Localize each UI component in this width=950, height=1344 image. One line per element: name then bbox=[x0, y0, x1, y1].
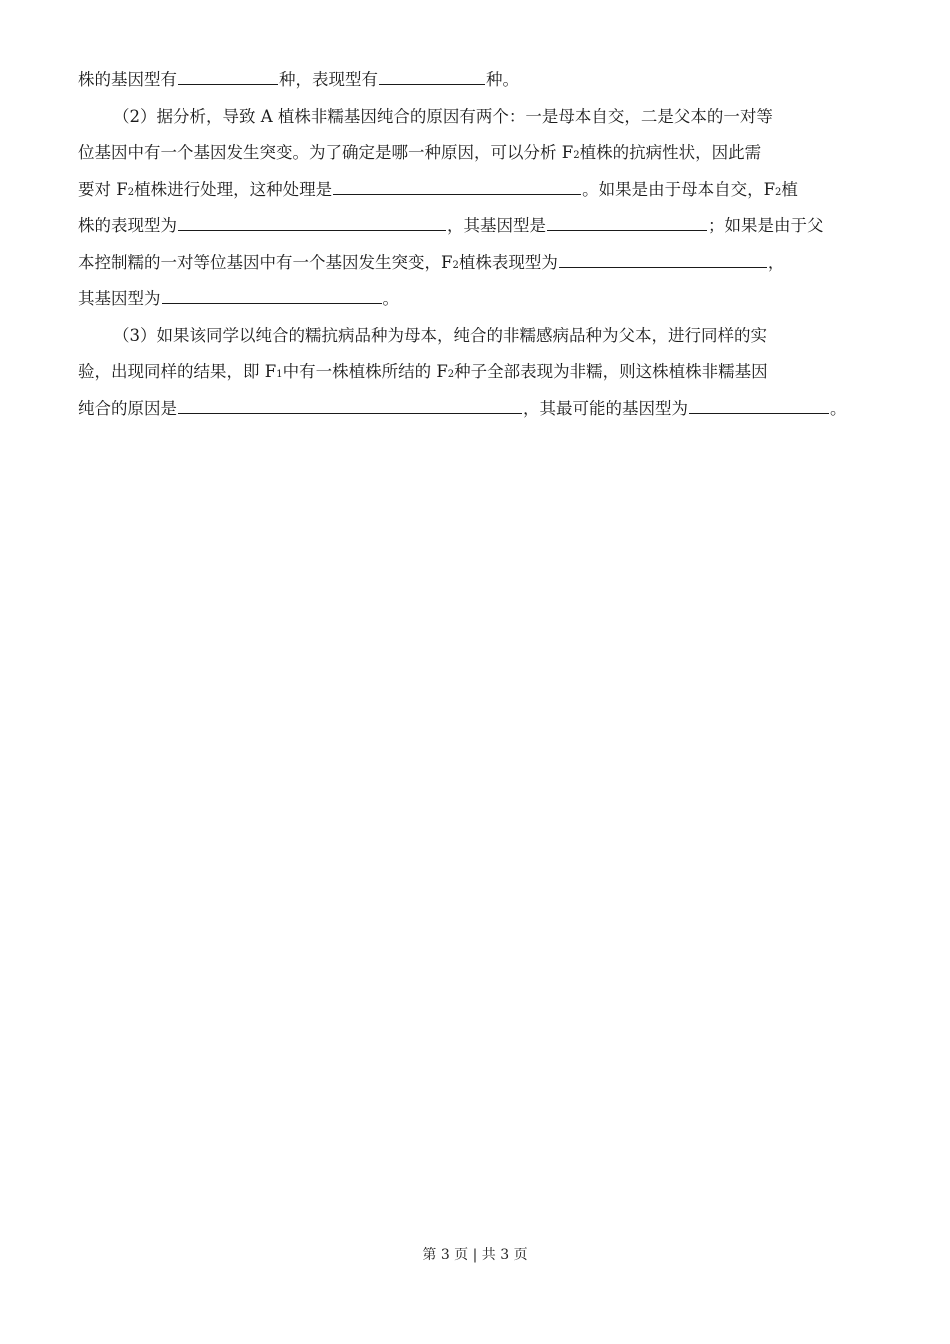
text-segment: 。 bbox=[830, 398, 847, 418]
text-segment: ， bbox=[767, 252, 785, 272]
p3-line-2: 验，出现同样的结果，即 F 1 中有一株植株所结的 F 2 种子全部表现为非糯，则这株植株非糯基因 bbox=[78, 354, 878, 391]
p3-line-3 bbox=[78, 391, 878, 428]
text-segment: 植 bbox=[781, 179, 798, 199]
text-segment: 种。 bbox=[486, 70, 519, 89]
p2-line-4 bbox=[78, 208, 878, 245]
text-segment: 植株表现型为 bbox=[458, 252, 558, 272]
answer-blank[interactable] bbox=[689, 397, 829, 414]
answer-blank[interactable] bbox=[178, 68, 278, 85]
page-footer: 第 3 页 | 共 3 页 bbox=[422, 1247, 528, 1263]
text-segment: 植株的抗病性状，因此需 bbox=[579, 143, 762, 162]
answer-blank[interactable] bbox=[333, 178, 581, 195]
answer-blank[interactable] bbox=[178, 214, 446, 231]
text-segment: 株的表现型为 bbox=[78, 216, 177, 235]
text-segment: ；如果是由于父 bbox=[708, 216, 824, 235]
text-segment: ，其基因型是 bbox=[447, 216, 546, 235]
answer-blank[interactable] bbox=[178, 397, 522, 414]
text-segment: 种子全部表现为非糯，则这株植株非糯基因 bbox=[454, 362, 768, 381]
p1-line-1 bbox=[78, 62, 878, 99]
text-segment: 。如果是由于母本自交，F bbox=[582, 179, 776, 199]
p2-line-1 bbox=[78, 99, 878, 136]
answer-blank[interactable] bbox=[547, 214, 707, 231]
text-segment: 要对 F bbox=[78, 179, 128, 199]
text-segment: 。 bbox=[382, 289, 399, 308]
text-segment: ，其最可能的基因型为 bbox=[523, 398, 688, 418]
question-2-start: （2）据分析，导致 A 植株非糯基因纯合的原因有两个：一是母本自交，二是父本的一对等 bbox=[113, 106, 773, 126]
text-segment: 种，表现型有 bbox=[279, 70, 378, 89]
text-segment: 其基因型为 bbox=[78, 289, 161, 308]
document-body bbox=[78, 62, 878, 427]
answer-blank[interactable] bbox=[162, 287, 382, 304]
text-segment: 纯合的原因是 bbox=[78, 398, 177, 418]
answer-blank[interactable] bbox=[379, 68, 485, 85]
p2-line-6 bbox=[78, 281, 878, 318]
text-segment: 株的基因型有 bbox=[78, 70, 177, 89]
answer-blank[interactable] bbox=[559, 251, 767, 268]
p2-line-3: 要对 F 2 植株进行处理，这种处理是 。如果是由于母本自交，F 2 植 bbox=[78, 172, 878, 209]
text-segment: 本控制糯的一对等位基因中有一个基因发生突变，F bbox=[78, 252, 453, 272]
text-segment: 位基因中有一个基因发生突变。为了确定是哪一种原因，可以分析 F bbox=[78, 143, 574, 162]
p2-line-2: 位基因中有一个基因发生突变。为了确定是哪一种原因，可以分析 F 2 植株的抗病性状，因此需 bbox=[78, 135, 878, 172]
p3-line-1 bbox=[78, 318, 878, 355]
text-segment: 植株进行处理，这种处理是 bbox=[134, 179, 333, 199]
p2-line-5: 本控制糯的一对等位基因中有一个基因发生突变，F 2 植株表现型为 ， bbox=[78, 245, 878, 282]
text-segment: 验，出现同样的结果，即 F bbox=[78, 362, 277, 381]
text-segment: 中有一株植株所结的 F bbox=[282, 362, 448, 381]
question-3-start: （3）如果该同学以纯合的糯抗病品种为母本，纯合的非糯感病品种为父本，进行同样的实 bbox=[113, 325, 767, 345]
